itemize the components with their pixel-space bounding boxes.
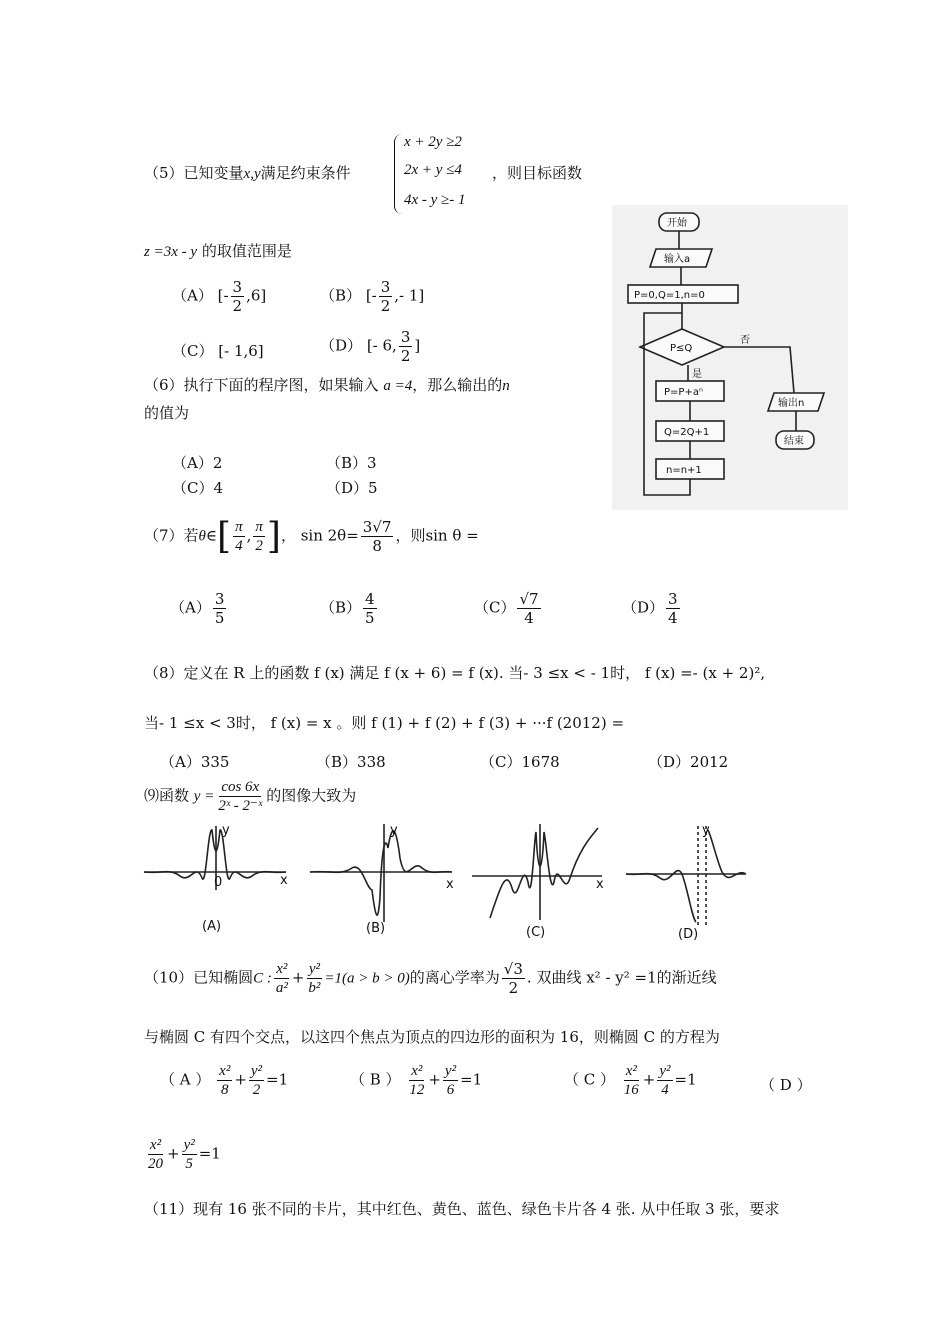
q5-constraint-1: x + 2y ≥2 (404, 134, 462, 150)
q5-line (144, 162, 351, 183)
q5-brace (394, 134, 403, 214)
graph-d-curve (626, 830, 746, 922)
q8-line1: （8）定义在 R 上的函数 f (x) 满足 f (x + 6) = f (x). 当- 3 ≤x < - 1时， f (x) =- (x + 2)², (144, 664, 766, 682)
graph-a-x: x (280, 873, 288, 888)
graph-c-curve (490, 828, 598, 918)
denominator: 2ˣ - 2⁻ˣ (218, 798, 263, 814)
option-text: ] (414, 336, 421, 355)
q5-tail: 的取值范围是 (201, 242, 292, 260)
q5-intro: （5）已知变量 (144, 164, 244, 182)
numerator: y² (308, 961, 320, 977)
flowchart (612, 205, 848, 510)
numerator: 3 (380, 278, 391, 296)
fraction (399, 328, 413, 365)
graph-c-label: (C) (526, 925, 546, 940)
q6-text: （6）执行下面的程序图，如果输入 (144, 376, 379, 394)
numerator: √3 (503, 960, 523, 978)
q9-line (144, 778, 356, 815)
q6-line2: 的值为 (144, 404, 190, 422)
q10-option-b[interactable]: （ B ） $\frac{\text{x²}}{12}$ + $\frac{\text{y²}}{6}$ =1 (350, 1063, 483, 1098)
fraction (443, 1062, 458, 1099)
flow-input-text: 输入a (664, 254, 691, 265)
numerator: y² (659, 1063, 671, 1079)
denominator: 5 (185, 1156, 193, 1172)
q10-option-d-label[interactable]: （ D ） (760, 1076, 812, 1094)
fraction (213, 590, 227, 627)
denominator: 2 (255, 538, 263, 554)
q6-text: ，那么输出的 (412, 376, 503, 394)
fraction (379, 278, 393, 315)
fraction (253, 518, 265, 555)
q8-option-a[interactable]: （A）335 (160, 753, 230, 771)
fraction (657, 1062, 672, 1099)
q9-text: 的图像大致为 (266, 786, 357, 805)
fraction (182, 1136, 197, 1173)
fraction (274, 960, 290, 997)
q8-option-c[interactable]: （C）1678 (480, 753, 560, 771)
flow-step3-text: n=n+1 (666, 465, 702, 476)
q5-line2 (144, 240, 292, 261)
q5-constraint-3: 4x - y ≥- 1 (404, 192, 466, 208)
numerator: π (235, 519, 243, 535)
fraction (216, 778, 264, 815)
option-label: （D） (320, 336, 363, 355)
flow-init-text: P=0,Q=1,n=0 (634, 290, 705, 301)
denominator: 12 (409, 1082, 425, 1098)
q5-constraint-2: 2x + y ≤4 (404, 162, 462, 178)
q10-text: . 双曲线 x² - y² =1的渐近线 (526, 968, 717, 987)
q7-line: （7）若θ∈[ $\frac{\pi}{4}$ , $\frac{\pi}{2}$ ]， sin 2θ= $\frac{3√7}{8}$ ，则sin θ = (144, 516, 479, 557)
q10-option-a[interactable]: （ A ） $\frac{\text{x²}}{8}$ + $\frac{\text{y²}}{2}$ =1 (160, 1063, 289, 1098)
q5-objective: z =3x - y (144, 244, 198, 260)
q6-option-d[interactable]: （D）5 (326, 479, 378, 497)
graph-a-y: y (222, 823, 230, 838)
equals: =1 (460, 1070, 483, 1089)
numerator: 3 (214, 590, 225, 608)
equals: =1 (198, 1144, 221, 1163)
fraction (217, 1062, 232, 1099)
option-label: （C） (172, 342, 214, 360)
q7-option-b[interactable] (320, 590, 379, 627)
equals: =1 (266, 1070, 289, 1089)
q10-option-c[interactable]: （ C ） $\frac{\text{x²}}{16}$ + $\frac{\text{y²}}{4}$ =1 (564, 1063, 697, 1098)
option-text: [- (365, 286, 377, 305)
option-label: （C） (474, 598, 516, 617)
fraction (622, 1062, 641, 1099)
graph-b-label: (B) (366, 921, 386, 936)
q8-option-b[interactable]: （B）338 (316, 753, 386, 771)
option-text: [- 1,6] (218, 342, 264, 360)
numerator: x² (219, 1063, 231, 1079)
flow-end-text: 结束 (784, 436, 804, 447)
graph-a-origin: 0 (214, 875, 223, 890)
denominator: 16 (623, 1082, 639, 1098)
fraction (502, 960, 525, 997)
option-label: （A） (172, 286, 213, 305)
numerator: √7 (519, 590, 539, 608)
q8-line2: 当- 1 ≤x < 3时， f (x) = x 。则 f (1) + f (2) + f (3) + ···f (2012) = (144, 714, 625, 732)
q7-option-c[interactable] (474, 590, 543, 627)
q5-option-b[interactable] (320, 278, 424, 315)
flow-start-text: 开始 (667, 218, 687, 229)
q7-theta: θ∈ (198, 528, 218, 545)
graph-d-y: y (702, 823, 710, 838)
equals: =1 (674, 1070, 697, 1089)
denominator: 2 (508, 979, 519, 997)
option-text: ,- 1] (394, 286, 425, 305)
graph-c-x: x (596, 877, 604, 892)
option-label: （ A ） (160, 1070, 211, 1089)
q10-option-d[interactable]: $\frac{\text{x²}}{20}$ + $\frac{\text{y²}}{5}$ =1 (148, 1137, 221, 1172)
denominator: a² (275, 980, 288, 996)
graph-a-label: (A) (202, 919, 222, 934)
denominator: 8 (220, 1082, 229, 1098)
q6-n: n (502, 378, 510, 394)
flow-step1-text: P=P+aⁿ (664, 387, 703, 398)
right-bracket: ] (266, 516, 281, 557)
denominator: 2 (400, 347, 411, 365)
q10-cond: =1(a > b > 0) (324, 970, 410, 987)
q5-cond-text: 满足约束条件 (260, 164, 351, 182)
fraction (233, 518, 245, 555)
q7-text: ， sin 2θ= (280, 526, 359, 545)
fraction (363, 590, 377, 627)
q6-a: a =4 (383, 378, 413, 394)
numerator: x² (149, 1137, 162, 1153)
denominator: 4 (661, 1082, 669, 1098)
q7-option-d[interactable] (622, 590, 682, 627)
q5-after: ，则目标函数 (492, 164, 583, 182)
q10-ellipse: C : (253, 970, 272, 987)
left-bracket: [ (217, 516, 232, 557)
fraction (407, 1062, 426, 1099)
numerator: cos 6x (221, 779, 260, 795)
denominator: b² (308, 980, 321, 996)
denominator: 2 (380, 297, 391, 315)
q10-text: 的离心学率为 (409, 968, 500, 987)
denominator: 4 (668, 609, 678, 627)
q7-option-a[interactable] (170, 590, 228, 627)
q6-line1 (144, 374, 510, 395)
numerator: 4 (365, 590, 375, 608)
denominator: 6 (446, 1082, 455, 1098)
fraction (231, 278, 245, 315)
option-label: （D） (622, 598, 665, 617)
fraction (146, 1136, 165, 1173)
denominator: 5 (365, 609, 375, 627)
fraction (306, 960, 322, 997)
q10-line2: 与椭圆 C 有四个交点，以这四个焦点为顶点的四边形的面积为 16，则椭圆 C 的方程为 (144, 1028, 720, 1046)
q6-option-c[interactable]: （C）4 (172, 479, 224, 497)
graph-d-label: (D) (678, 927, 699, 942)
denominator: 5 (214, 609, 225, 627)
flow-step2-text: Q=2Q+1 (664, 427, 710, 438)
option-text: [- 6, (366, 336, 397, 355)
denominator: 8 (372, 537, 382, 555)
option-label: （B） (320, 598, 362, 617)
option-text: [- (217, 286, 229, 305)
numerator: 3 (232, 278, 243, 296)
q6-option-b[interactable]: （B）3 (326, 454, 377, 472)
fraction (249, 1062, 264, 1099)
q5-option-d[interactable] (320, 328, 420, 365)
flow-yes-text: 是 (692, 369, 702, 380)
q6-option-a[interactable]: （A）2 (172, 454, 223, 472)
fraction (517, 590, 540, 627)
q7-text: ，则sin θ = (395, 526, 479, 545)
numerator: x² (625, 1063, 637, 1079)
numerator: 3 (400, 328, 411, 346)
option-label: （ C ） (564, 1070, 616, 1089)
q7-text: （7）若 (144, 526, 199, 545)
option-label: （ B ） (350, 1070, 401, 1089)
numerator: 3√7 (362, 518, 392, 536)
denominator: 4 (524, 609, 534, 627)
q11-line1: （11）现有 16 张不同的卡片，其中红色、黄色、蓝色、绿色卡片各 4 张. 从中任取 3 张，要求 (144, 1200, 780, 1218)
q5-vars: x,y (243, 166, 261, 182)
numerator: π (255, 519, 263, 535)
flow-output-text: 输出n (778, 398, 805, 409)
fraction (666, 590, 680, 627)
option-label: （A） (170, 598, 211, 617)
q9-graphs (140, 818, 760, 942)
graph-b-y: y (390, 823, 398, 838)
numerator: x² (276, 961, 288, 977)
flow-cond-text: P≤Q (670, 343, 693, 354)
q10-text: （10）已知椭圆 (144, 968, 254, 987)
graph-b-curve (310, 831, 452, 915)
denominator: 4 (235, 538, 243, 554)
q9-text: ⑼函数 (144, 786, 190, 805)
numerator: 3 (668, 590, 678, 608)
numerator: y² (444, 1063, 457, 1079)
fraction (361, 518, 394, 555)
q8-option-d[interactable]: （D）2012 (648, 753, 729, 771)
numerator: y² (250, 1063, 263, 1079)
flow-no-text: 否 (740, 335, 750, 346)
denominator: 2 (232, 297, 243, 315)
numerator: y² (183, 1137, 195, 1153)
denominator: 2 (252, 1082, 261, 1098)
q5-option-a[interactable] (172, 278, 266, 315)
numerator: x² (411, 1063, 423, 1079)
q9-y: y = (193, 788, 215, 805)
denominator: 20 (148, 1156, 163, 1172)
graph-b-x: x (446, 877, 454, 892)
option-label: （B） (320, 286, 362, 305)
q10-line1: （10）已知椭圆C : $\frac{\text{x²}}{\text{a²}}$ + $\frac{\text{y²}}{\text{b²}}$ =1(a > b > 0)的离心学率为 $\frac{√3}{2}$ . 双曲线 x² - y² =1的渐近线 (144, 960, 717, 997)
option-text: ,6] (246, 286, 267, 305)
q5-option-c[interactable] (172, 340, 264, 361)
